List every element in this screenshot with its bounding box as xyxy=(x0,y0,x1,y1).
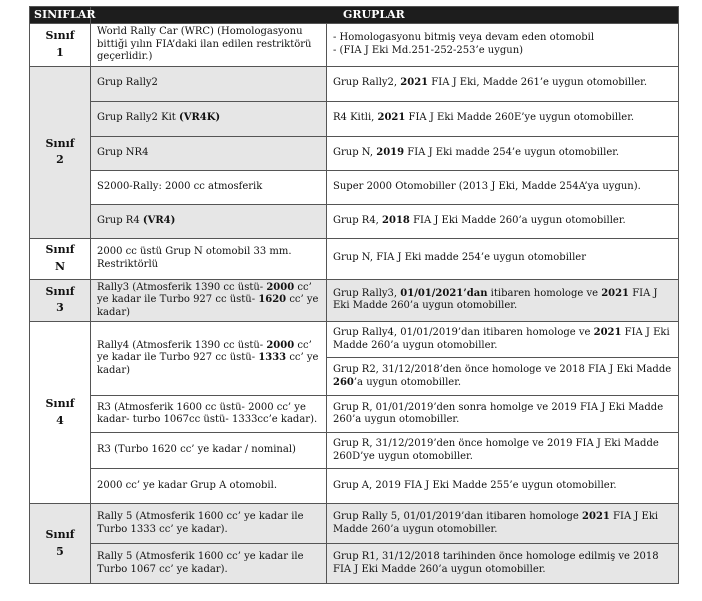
car-cell: R3 (Turbo 1620 cc’ ye kadar / nominal) xyxy=(91,433,327,469)
car-text: Grup Rally2 Kit xyxy=(97,112,179,124)
group-text: Grup Rally2, xyxy=(333,77,401,89)
group-cell xyxy=(327,504,679,544)
car-text: Rally4 (Atmosferik 1390 cc üstü- xyxy=(97,339,267,351)
car-text-bold: 2000 xyxy=(266,339,295,351)
group-cell xyxy=(327,358,679,396)
table-row xyxy=(30,544,679,584)
car-cell xyxy=(91,322,327,396)
class-label: Sınıf xyxy=(45,29,75,43)
group-cell xyxy=(327,66,679,101)
car-cell: 2000 cc üstü Grup N otomobil 33 mm. Restriktörlü xyxy=(91,238,327,279)
class-cell-1 xyxy=(30,24,91,67)
class-groups-table-wrapper xyxy=(29,6,678,584)
class-label: Sınıf xyxy=(45,397,75,410)
table-row xyxy=(30,322,679,358)
group-text: Grup Rally 5, 01/01/2019’dan itibaren homologe xyxy=(333,511,583,522)
table-row xyxy=(30,66,679,101)
car-cell: Rally 5 (Atmosferik 1600 cc’ ye kadar ile Turbo 1067 cc’ ye kadar). xyxy=(91,544,327,584)
car-text: cc’ ye kadar ile Turbo 927 cc üstü- xyxy=(97,339,312,364)
class-number: 1 xyxy=(56,45,64,59)
group-text: Grup Rally4, 01/01/2019’dan itibaren homologe ve xyxy=(333,327,594,338)
car-cell: Grup NR4 xyxy=(91,136,327,170)
group-text-bold: 2021 xyxy=(400,77,429,89)
car-cell: R3 (Atmosferik 1600 cc üstü- 2000 cc’ ye kadar- turbo 1067cc üstü- 1333cc’e kadar). xyxy=(91,396,327,433)
table-row xyxy=(30,279,679,322)
car-text-bold: 1620 xyxy=(258,294,287,305)
table-row xyxy=(30,170,679,204)
group-cell: Grup N, FIA J Eki madde 254’e uygun otomobiller xyxy=(327,238,679,279)
class-number: 4 xyxy=(56,413,64,427)
class-cell-n xyxy=(30,238,91,279)
group-text: FIA J Eki, Madde 261’e uygun otomobiller. xyxy=(428,77,648,89)
car-cell: Rally 5 (Atmosferik 1600 cc’ ye kadar ile Turbo 1333 cc’ ye kadar). xyxy=(91,504,327,544)
car-cell: S2000-Rally: 2000 cc atmosferik xyxy=(91,170,327,204)
group-cell: Grup R1, 31/12/2018 tarihinden önce homologe edilmiş ve 2018 FIA J Eki Madde 260’a uygun otomobiller. xyxy=(327,544,679,584)
group-text: FIA J Eki Madde 260’a uygun otomobiller. xyxy=(333,511,659,535)
class-groups-table xyxy=(29,6,679,584)
class-label: Sınıf xyxy=(45,136,75,150)
group-line: - (FIA J Eki Md.251-252-253’e uygun) xyxy=(333,44,524,56)
table-row xyxy=(30,101,679,136)
group-text-bold: 01/01/2021’dan xyxy=(400,287,488,299)
group-cell: Super 2000 Otomobiller (2013 J Eki, Madde 254A’ya uygun). xyxy=(327,170,679,204)
car-text: cc’ ye kadar ile Turbo 927 cc üstü- xyxy=(97,281,312,305)
car-text: Grup R4 xyxy=(97,214,143,226)
class-cell-3 xyxy=(30,279,91,322)
group-text: FIA J Eki Madde 260’a uygun otomobiller. xyxy=(409,214,626,226)
class-number: 2 xyxy=(56,153,64,166)
group-cell xyxy=(327,101,679,136)
car-cell: Grup Rally2 xyxy=(91,66,327,101)
car-text-bold: 2000 xyxy=(266,281,295,293)
group-cell xyxy=(327,279,679,322)
group-text-bold: 260 xyxy=(333,376,354,388)
group-cell xyxy=(327,24,679,67)
class-label: Sınıf xyxy=(45,243,75,256)
group-cell: Grup R, 01/01/2019’den sonra homolge ve 2019 FIA J Eki Madde 260’a uygun otomobiller. xyxy=(327,396,679,433)
group-text: FIA J Eki Madde 260’a uygun otomobiller. xyxy=(333,327,670,351)
group-text-bold: 2021 xyxy=(377,112,406,124)
table-row xyxy=(30,238,679,279)
group-text-bold: 2021 xyxy=(593,327,622,338)
group-text: Grup R2, 31/12/2018’den önce homologe ve 2018 FIA J Eki Madde xyxy=(333,364,672,375)
class-label: Sınıf xyxy=(45,284,75,298)
car-cell xyxy=(91,279,327,322)
group-text-bold: 2019 xyxy=(376,146,405,158)
group-text-bold: 2018 xyxy=(382,214,410,226)
car-text: cc’ ye kadar) xyxy=(97,352,319,376)
group-text-bold: 2021 xyxy=(601,287,630,299)
table-row xyxy=(30,396,679,433)
car-text-bold: (VR4K) xyxy=(178,112,221,124)
group-text: itibaren homologe ve xyxy=(487,287,602,299)
header-classes: SINIFLAR xyxy=(30,7,91,24)
group-text: FIA J Eki madde 254’e uygun otomobiller. xyxy=(404,146,620,158)
table-header-row xyxy=(30,7,679,24)
group-text: FIA J Eki Madde 260E’ye uygun otomobiller. xyxy=(405,112,635,124)
car-text: Rally3 (Atmosferik 1390 cc üstü- xyxy=(97,281,267,293)
car-text: cc’ ye kadar) xyxy=(97,294,319,318)
class-number: N xyxy=(54,259,66,273)
group-cell: Grup A, 2019 FIA J Eki Madde 255’e uygun otomobiller. xyxy=(327,469,679,504)
group-text: Grup N, xyxy=(333,146,377,158)
group-text: Grup Rally3, xyxy=(333,287,401,299)
car-cell xyxy=(91,101,327,136)
group-cell: Grup R, 31/12/2019’den önce homolge ve 2019 FIA J Eki Madde 260D’ye uygun otomobiller. xyxy=(327,433,679,469)
table-row xyxy=(30,433,679,469)
car-cell xyxy=(91,204,327,238)
class-cell-4 xyxy=(30,322,91,504)
class-cell-5 xyxy=(30,504,91,584)
group-line: - Homologasyonu bitmiş veya devam eden otomobil xyxy=(333,32,595,44)
class-cell-2 xyxy=(30,66,91,238)
group-text: Grup R4, xyxy=(333,214,383,226)
header-groups: GRUPLAR xyxy=(91,7,679,24)
table-row xyxy=(30,24,679,67)
group-text: ’a uygun otomobiller. xyxy=(353,376,462,388)
group-cell xyxy=(327,322,679,358)
car-text-bold: 1333 xyxy=(258,352,287,364)
car-cell: World Rally Car (WRC) (Homologasyonu bittiği yılın FIA’daki ilan edilen restriktörü geçerlidir.) xyxy=(91,24,327,67)
class-number: 5 xyxy=(56,544,64,558)
group-text: FIA J Eki Madde 260’a uygun otomobiller. xyxy=(333,287,658,312)
car-text-bold: (VR4) xyxy=(142,214,176,226)
table-row xyxy=(30,136,679,170)
class-label: Sınıf xyxy=(45,528,75,541)
table-row xyxy=(30,469,679,504)
group-text-bold: 2021 xyxy=(582,511,610,522)
table-row xyxy=(30,204,679,238)
table-row xyxy=(30,504,679,544)
group-text: R4 Kitli, xyxy=(333,112,378,124)
group-cell xyxy=(327,204,679,238)
group-cell xyxy=(327,136,679,170)
car-cell: 2000 cc’ ye kadar Grup A otomobil. xyxy=(91,469,327,504)
class-number: 3 xyxy=(56,301,64,315)
